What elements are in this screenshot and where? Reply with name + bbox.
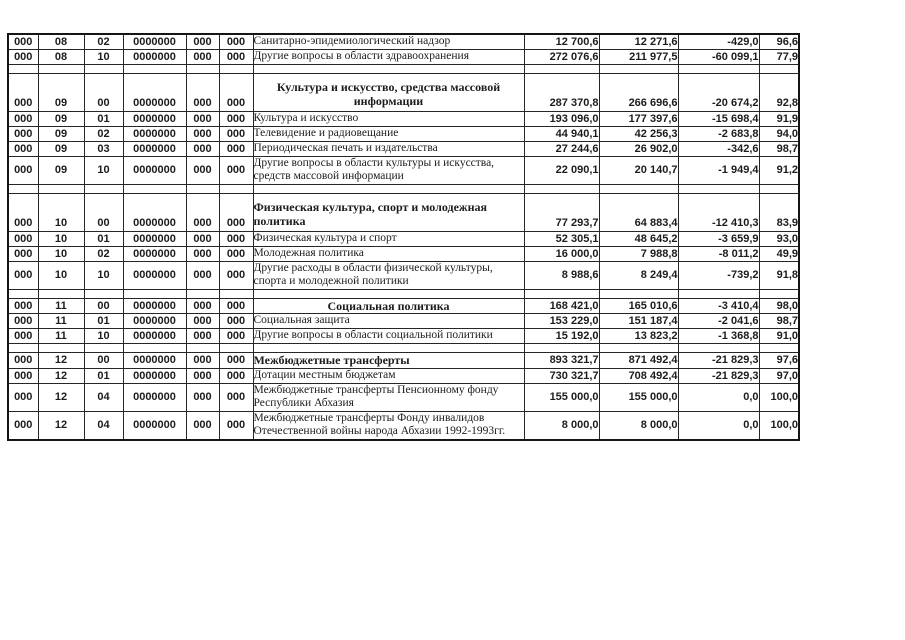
code-cell: 000 (186, 368, 219, 383)
table-row (8, 329, 799, 344)
name-cell: Другие вопросы в области здравоохранения (253, 49, 524, 64)
code-cell: 000 (219, 368, 253, 383)
pct-cell: 97,6 (759, 353, 799, 368)
plan-cell: 8 988,6 (524, 261, 599, 289)
plan-cell: 44 940,1 (524, 126, 599, 141)
code-cell: 000 (219, 49, 253, 64)
empty-cell (524, 344, 599, 353)
fact-cell: 48 645,2 (599, 231, 678, 246)
fact-cell: 64 883,4 (599, 193, 678, 231)
pct-cell: 49,9 (759, 246, 799, 261)
empty-cell (759, 64, 799, 73)
budget-table-body (8, 34, 799, 440)
fact-cell: 211 977,5 (599, 49, 678, 64)
fact-cell: 871 492,4 (599, 353, 678, 368)
plan-cell: 193 096,0 (524, 111, 599, 126)
code-cell: 000 (186, 73, 219, 111)
code-cell: 0000000 (123, 126, 186, 141)
empty-cell (186, 184, 219, 193)
code-cell: 0000000 (123, 111, 186, 126)
dev-cell: -8 011,2 (678, 246, 759, 261)
plan-cell: 22 090,1 (524, 156, 599, 184)
empty-cell (38, 289, 84, 298)
code-cell: 000 (219, 246, 253, 261)
table-row (8, 49, 799, 64)
pct-cell: 77,9 (759, 49, 799, 64)
code-cell: 11 (38, 314, 84, 329)
pct-cell: 91,9 (759, 111, 799, 126)
table-row (8, 231, 799, 246)
pct-cell: 97,0 (759, 368, 799, 383)
dev-cell: -1 368,8 (678, 329, 759, 344)
pct-cell: 91,2 (759, 156, 799, 184)
code-cell: 10 (84, 49, 123, 64)
fact-cell: 8 000,0 (599, 411, 678, 440)
code-cell: 01 (84, 111, 123, 126)
code-cell: 02 (84, 246, 123, 261)
pct-cell: 92,8 (759, 73, 799, 111)
table-row (8, 314, 799, 329)
empty-cell (678, 64, 759, 73)
spacer-row (8, 64, 799, 73)
code-cell: 0000000 (123, 314, 186, 329)
empty-cell (38, 64, 84, 73)
code-cell: 000 (219, 231, 253, 246)
code-cell: 0000000 (123, 411, 186, 440)
fact-cell: 8 249,4 (599, 261, 678, 289)
dev-cell: -3 410,4 (678, 298, 759, 313)
empty-cell (253, 184, 524, 193)
empty-cell (599, 184, 678, 193)
table-row (8, 141, 799, 156)
empty-cell (678, 344, 759, 353)
fact-cell: 165 010,6 (599, 298, 678, 313)
code-cell: 08 (38, 49, 84, 64)
pct-cell: 98,0 (759, 298, 799, 313)
table-row (8, 193, 799, 231)
code-cell: 0000000 (123, 73, 186, 111)
section-name-cell: Физическая культура, спорт и молодежная политика (253, 193, 524, 231)
code-cell: 000 (219, 111, 253, 126)
code-cell: 000 (219, 261, 253, 289)
dev-cell: -15 698,4 (678, 111, 759, 126)
code-cell: 000 (219, 126, 253, 141)
code-cell: 0000000 (123, 368, 186, 383)
code-cell: 10 (84, 156, 123, 184)
code-cell: 000 (219, 156, 253, 184)
code-cell: 000 (219, 411, 253, 440)
empty-cell (84, 64, 123, 73)
code-cell: 000 (8, 383, 38, 411)
code-cell: 000 (219, 141, 253, 156)
code-cell: 0000000 (123, 383, 186, 411)
code-cell: 09 (38, 126, 84, 141)
table-row (8, 156, 799, 184)
plan-cell: 893 321,7 (524, 353, 599, 368)
code-cell: 000 (8, 34, 38, 49)
empty-cell (253, 344, 524, 353)
code-cell: 000 (8, 231, 38, 246)
empty-cell (219, 184, 253, 193)
code-cell: 09 (38, 141, 84, 156)
plan-cell: 15 192,0 (524, 329, 599, 344)
table-row (8, 126, 799, 141)
code-cell: 000 (8, 141, 38, 156)
name-cell: Телевидение и радиовещание (253, 126, 524, 141)
dev-cell: 0,0 (678, 383, 759, 411)
dev-cell: -12 410,3 (678, 193, 759, 231)
empty-cell (38, 344, 84, 353)
name-cell: Другие вопросы в области культуры и искусства, средств массовой информации (253, 156, 524, 184)
empty-cell (759, 184, 799, 193)
empty-cell (186, 344, 219, 353)
dev-cell: 0,0 (678, 411, 759, 440)
plan-cell: 155 000,0 (524, 383, 599, 411)
empty-cell (84, 184, 123, 193)
dev-cell: -2 683,8 (678, 126, 759, 141)
plan-cell: 287 370,8 (524, 73, 599, 111)
empty-cell (678, 289, 759, 298)
code-cell: 000 (186, 383, 219, 411)
empty-cell (759, 289, 799, 298)
pct-cell: 100,0 (759, 411, 799, 440)
code-cell: 12 (38, 353, 84, 368)
table-row (8, 383, 799, 411)
empty-cell (599, 344, 678, 353)
pct-cell: 98,7 (759, 141, 799, 156)
fact-cell: 708 492,4 (599, 368, 678, 383)
code-cell: 02 (84, 126, 123, 141)
empty-cell (524, 64, 599, 73)
fact-cell: 151 187,4 (599, 314, 678, 329)
name-cell: Молодежная политика (253, 246, 524, 261)
code-cell: 000 (219, 193, 253, 231)
code-cell: 11 (38, 329, 84, 344)
fact-cell: 155 000,0 (599, 383, 678, 411)
dev-cell: -429,0 (678, 34, 759, 49)
code-cell: 0000000 (123, 329, 186, 344)
code-cell: 000 (8, 314, 38, 329)
fact-cell: 20 140,7 (599, 156, 678, 184)
pct-cell: 83,9 (759, 193, 799, 231)
code-cell: 000 (186, 314, 219, 329)
code-cell: 10 (38, 231, 84, 246)
code-cell: 04 (84, 411, 123, 440)
fact-cell: 266 696,6 (599, 73, 678, 111)
plan-cell: 12 700,6 (524, 34, 599, 49)
plan-cell: 272 076,6 (524, 49, 599, 64)
plan-cell: 730 321,7 (524, 368, 599, 383)
name-cell: Другие вопросы в области социальной политики (253, 329, 524, 344)
fact-cell: 13 823,2 (599, 329, 678, 344)
code-cell: 000 (8, 156, 38, 184)
code-cell: 000 (219, 314, 253, 329)
fact-cell: 42 256,3 (599, 126, 678, 141)
code-cell: 000 (8, 49, 38, 64)
pct-cell: 91,0 (759, 329, 799, 344)
name-cell: Культура и искусство (253, 111, 524, 126)
empty-cell (84, 344, 123, 353)
code-cell: 000 (219, 298, 253, 313)
code-cell: 09 (38, 111, 84, 126)
empty-cell (123, 184, 186, 193)
code-cell: 0000000 (123, 246, 186, 261)
pct-cell: 91,8 (759, 261, 799, 289)
code-cell: 12 (38, 383, 84, 411)
code-cell: 000 (186, 411, 219, 440)
code-cell: 09 (38, 73, 84, 111)
table-row (8, 298, 799, 313)
code-cell: 0000000 (123, 353, 186, 368)
code-cell: 11 (38, 298, 84, 313)
code-cell: 000 (8, 368, 38, 383)
empty-cell (123, 289, 186, 298)
empty-cell (524, 184, 599, 193)
empty-cell (219, 64, 253, 73)
fact-cell: 26 902,0 (599, 141, 678, 156)
spacer-row (8, 344, 799, 353)
table-row (8, 368, 799, 383)
code-cell: 0000000 (123, 34, 186, 49)
plan-cell: 153 229,0 (524, 314, 599, 329)
budget-execution-table (7, 33, 800, 441)
code-cell: 000 (186, 111, 219, 126)
spacer-row (8, 289, 799, 298)
table-row (8, 111, 799, 126)
code-cell: 04 (84, 383, 123, 411)
code-cell: 000 (8, 261, 38, 289)
code-cell: 000 (8, 126, 38, 141)
code-cell: 000 (8, 73, 38, 111)
name-cell: Социальная защита (253, 314, 524, 329)
code-cell: 000 (219, 353, 253, 368)
name-cell: Дотации местным бюджетам (253, 368, 524, 383)
code-cell: 000 (186, 246, 219, 261)
code-cell: 000 (186, 298, 219, 313)
code-cell: 000 (186, 49, 219, 64)
fact-cell: 7 988,8 (599, 246, 678, 261)
code-cell: 000 (186, 231, 219, 246)
dev-cell: -739,2 (678, 261, 759, 289)
plan-cell: 16 000,0 (524, 246, 599, 261)
empty-cell (219, 344, 253, 353)
dev-cell: -342,6 (678, 141, 759, 156)
empty-cell (219, 289, 253, 298)
section-name-cell: Социальная политика (253, 298, 524, 313)
dev-cell: -21 829,3 (678, 368, 759, 383)
table-row (8, 73, 799, 111)
code-cell: 12 (38, 411, 84, 440)
code-cell: 000 (219, 73, 253, 111)
empty-cell (8, 184, 38, 193)
empty-cell (38, 184, 84, 193)
table-row (8, 34, 799, 49)
code-cell: 000 (8, 111, 38, 126)
table-row (8, 261, 799, 289)
code-cell: 000 (8, 411, 38, 440)
code-cell: 0000000 (123, 193, 186, 231)
section-name-cell: Межбюджетные трансферты (253, 353, 524, 368)
pct-cell: 98,7 (759, 314, 799, 329)
code-cell: 000 (186, 126, 219, 141)
name-cell: Другие расходы в области физической культуры, спорта и молодежной политики (253, 261, 524, 289)
code-cell: 000 (186, 193, 219, 231)
pct-cell: 100,0 (759, 383, 799, 411)
code-cell: 00 (84, 73, 123, 111)
fact-cell: 177 397,6 (599, 111, 678, 126)
code-cell: 0000000 (123, 261, 186, 289)
code-cell: 00 (84, 298, 123, 313)
code-cell: 0000000 (123, 49, 186, 64)
code-cell: 000 (186, 156, 219, 184)
code-cell: 10 (84, 329, 123, 344)
dev-cell: -20 674,2 (678, 73, 759, 111)
code-cell: 000 (219, 34, 253, 49)
name-cell: Санитарно-эпидемиологический надзор (253, 34, 524, 49)
dev-cell: -3 659,9 (678, 231, 759, 246)
empty-cell (253, 289, 524, 298)
plan-cell: 52 305,1 (524, 231, 599, 246)
empty-cell (8, 344, 38, 353)
dev-cell: -2 041,6 (678, 314, 759, 329)
empty-cell (524, 289, 599, 298)
code-cell: 000 (8, 353, 38, 368)
empty-cell (123, 64, 186, 73)
code-cell: 08 (38, 34, 84, 49)
fact-cell: 12 271,6 (599, 34, 678, 49)
plan-cell: 77 293,7 (524, 193, 599, 231)
plan-cell: 168 421,0 (524, 298, 599, 313)
empty-cell (8, 289, 38, 298)
code-cell: 01 (84, 231, 123, 246)
empty-cell (759, 344, 799, 353)
code-cell: 01 (84, 368, 123, 383)
empty-cell (186, 289, 219, 298)
table-row (8, 246, 799, 261)
code-cell: 00 (84, 353, 123, 368)
code-cell: 01 (84, 314, 123, 329)
empty-cell (253, 64, 524, 73)
code-cell: 000 (186, 34, 219, 49)
plan-cell: 8 000,0 (524, 411, 599, 440)
code-cell: 0000000 (123, 141, 186, 156)
code-cell: 10 (38, 246, 84, 261)
code-cell: 000 (186, 261, 219, 289)
code-cell: 09 (38, 156, 84, 184)
code-cell: 000 (8, 193, 38, 231)
pct-cell: 94,0 (759, 126, 799, 141)
table-row (8, 411, 799, 440)
name-cell: Физическая культура и спорт (253, 231, 524, 246)
empty-cell (123, 344, 186, 353)
code-cell: 000 (8, 298, 38, 313)
pct-cell: 93,0 (759, 231, 799, 246)
section-name-cell: Культура и искусство, средства массовой информации (253, 73, 524, 111)
code-cell: 000 (186, 353, 219, 368)
dev-cell: -21 829,3 (678, 353, 759, 368)
code-cell: 000 (219, 329, 253, 344)
plan-cell: 27 244,6 (524, 141, 599, 156)
code-cell: 03 (84, 141, 123, 156)
empty-cell (8, 64, 38, 73)
empty-cell (599, 64, 678, 73)
code-cell: 000 (186, 141, 219, 156)
code-cell: 00 (84, 193, 123, 231)
code-cell: 000 (219, 383, 253, 411)
dev-cell: -60 099,1 (678, 49, 759, 64)
name-cell: Межбюджетные трансферты Пенсионному фонду Республики Абхазия (253, 383, 524, 411)
name-cell: Периодическая печать и издательства (253, 141, 524, 156)
spacer-row (8, 184, 799, 193)
code-cell: 000 (8, 329, 38, 344)
name-cell: Межбюджетные трансферты Фонду инвалидов Отечественной войны народа Абхазии 1992-1993гг. (253, 411, 524, 440)
dev-cell: -1 949,4 (678, 156, 759, 184)
code-cell: 02 (84, 34, 123, 49)
empty-cell (186, 64, 219, 73)
code-cell: 0000000 (123, 231, 186, 246)
table-row (8, 353, 799, 368)
code-cell: 10 (38, 261, 84, 289)
code-cell: 0000000 (123, 156, 186, 184)
code-cell: 0000000 (123, 298, 186, 313)
empty-cell (678, 184, 759, 193)
code-cell: 12 (38, 368, 84, 383)
code-cell: 10 (84, 261, 123, 289)
code-cell: 10 (38, 193, 84, 231)
pct-cell: 96,6 (759, 34, 799, 49)
code-cell: 000 (8, 246, 38, 261)
code-cell: 000 (186, 329, 219, 344)
empty-cell (84, 289, 123, 298)
empty-cell (599, 289, 678, 298)
